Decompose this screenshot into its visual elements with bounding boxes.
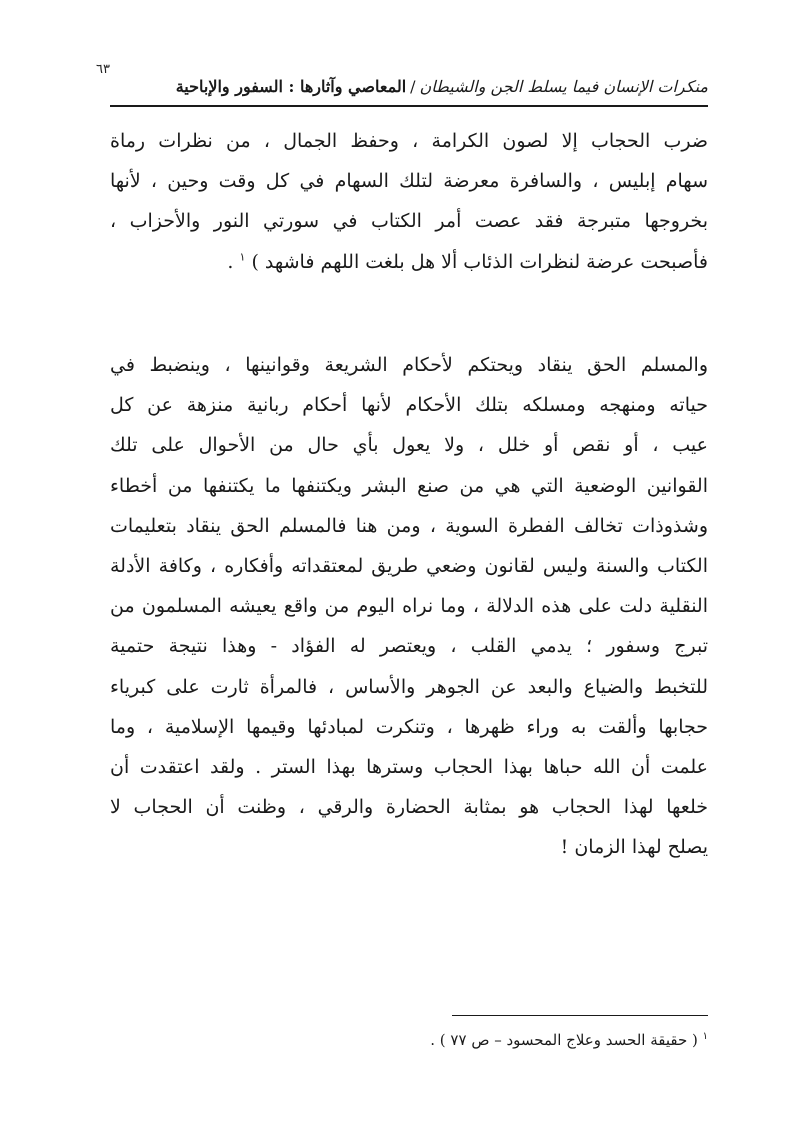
- paragraph-line: بخروجها متبرجة فقد عصت أمر الكتاب في سورتي النور والأحزاب ،: [110, 210, 708, 233]
- book-title: منكرات الإنسان فيما يسلط الجن والشيطان: [419, 77, 708, 96]
- paragraph-line: عيب ، أو نقص أو خلل ، ولا يعول بأي حال من الأحوال على تلك: [110, 434, 708, 457]
- paragraph-line: القوانين الوضعية التي هي من صنع البشر ويكتنفها ما يكتنفها من أخطاء: [110, 474, 708, 497]
- paragraph-line: علمت أن الله حباها بهذا الحجاب وسترها بهذا الستر . ولقد اعتقدت أن: [110, 755, 708, 778]
- header-separator: /: [410, 77, 416, 96]
- chapter-title: المعاصي وآثارها : السفور والإباحية: [175, 77, 407, 96]
- paragraph-line: حياته ومنهجه ومسلكه بتلك الأحكام لأنها أحكام ربانية منزهة عن كل: [110, 394, 708, 417]
- paragraph-line: ضرب الحجاب إلا لصون الكرامة ، وحفظ الجمال ، من نظرات رماة: [110, 130, 708, 152]
- paragraph-1: [110, 121, 708, 282]
- paragraph-2: [110, 345, 708, 867]
- footnote-marker: ١: [702, 1031, 708, 1042]
- paragraph-line: النقلية دلت على هذه الدلالة ، وما نراه اليوم من واقع يعيشه المسلمون من: [110, 595, 708, 618]
- paragraph-line: حجابها وألقت به وراء ظهرها ، وتنكرت لمبادئها وقيمها الإسلامية ، وما: [110, 715, 708, 738]
- paragraph-line-text: فأصبحت عرضة لنظرات الذئاب ألا هل بلغت اللهم فاشهد ): [251, 250, 708, 273]
- footnote: [110, 1027, 708, 1053]
- footnote-text: ( حقيقة الحسد وعلاج المحسود – ص ٧٧ ) .: [430, 1031, 698, 1049]
- paragraph-line: تبرج وسفور ؛ يدمي القلب ، ويعتصر له الفؤاد - وهذا نتيجة حتمية: [110, 635, 708, 658]
- paragraph-line: للتخبط والضياع والبعد عن الجوهر والأساس ، فالمرأة ثارت على كبرياء: [110, 675, 708, 698]
- running-header: [110, 74, 708, 100]
- paragraph-last-line: [110, 242, 708, 282]
- sentence-end-mark: .: [227, 250, 240, 273]
- paragraph-line: سهام إبليس ، والسافرة معرضة لتلك السهام في كل وقت وحين ، لأنها: [110, 170, 708, 193]
- paragraph-line: خلعها لهذا الحجاب هو بمثابة الحضارة والرقي ، وظنت أن الحجاب لا: [110, 796, 708, 819]
- page-number: ٦٣: [96, 62, 110, 77]
- paragraph-line: وشذوذات تخالف الفطرة السوية ، ومن هنا فالمسلم الحق ينقاد بتعليمات: [110, 514, 708, 537]
- footnote-reference[interactable]: ١: [239, 250, 246, 264]
- footnote-rule: [452, 1015, 708, 1016]
- paragraph-line: والمسلم الحق ينقاد ويحتكم لأحكام الشريعة وقوانينها ، وينضبط في: [110, 354, 708, 376]
- paragraph-line: الكتاب والسنة وليس لقانون وضعي طريق لمعتقداته وأفكاره ، وكافة الأدلة: [110, 554, 708, 577]
- header-rule: [110, 105, 708, 107]
- paragraph-last-line: يصلح لهذا الزمان !: [560, 836, 708, 859]
